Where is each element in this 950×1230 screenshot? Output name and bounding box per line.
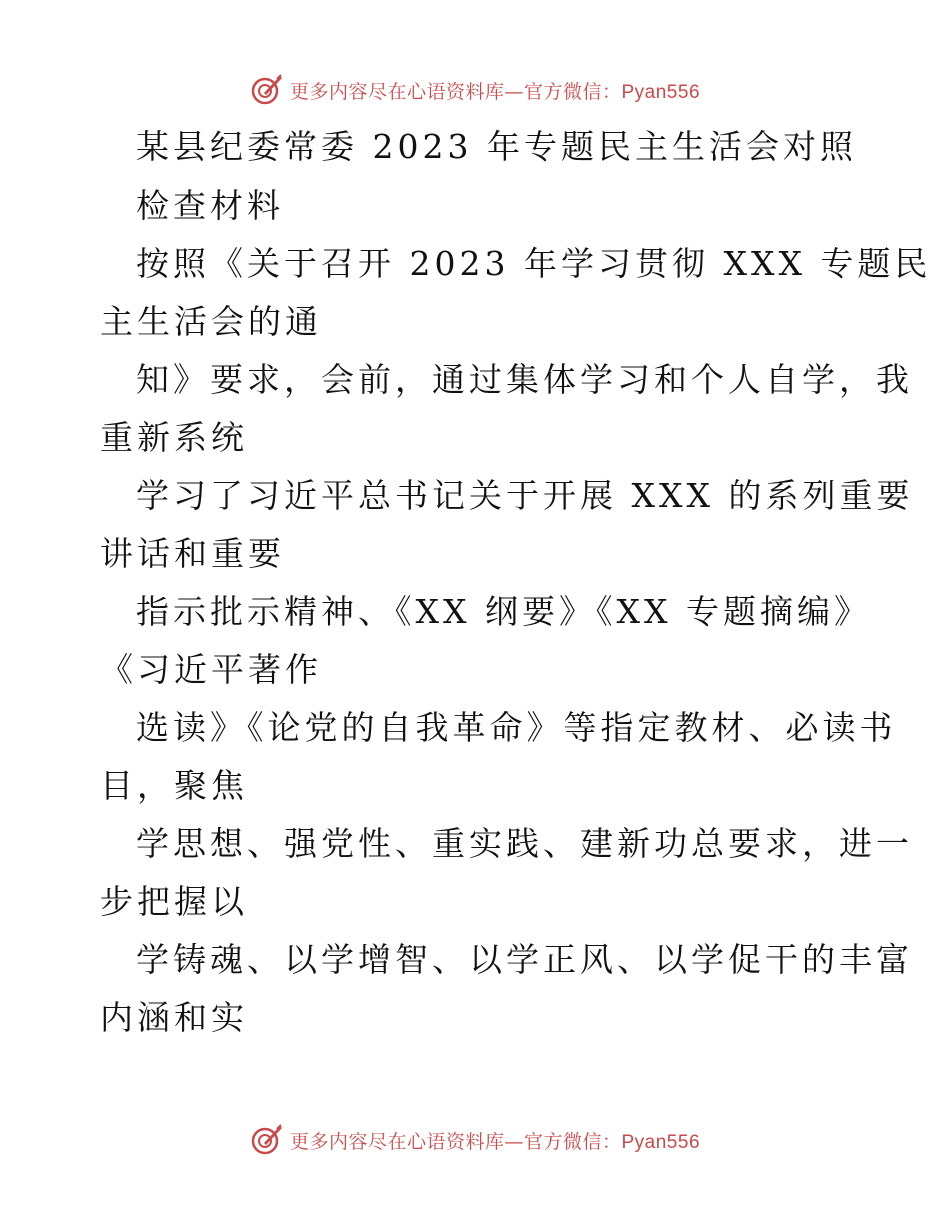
doc-line: 知》要求，会前，通过集体学习和个人自学，我	[136, 360, 913, 399]
doc-line: 重新系统	[100, 418, 248, 457]
doc-line: 主生活会的通	[100, 302, 322, 341]
doc-line: 学习了习近平总书记关于开展 XXX 的系列重要	[136, 476, 914, 515]
doc-line: 学思想、强党性、重实践、建新功总要求，进一	[136, 824, 913, 863]
watermark-text: 更多内容尽在心语资料库—官方微信：Pyan556	[289, 80, 701, 103]
doc-line: 步把握以	[100, 882, 248, 921]
quill-logo-icon	[250, 1123, 284, 1157]
wechat-id: Pyan556	[621, 81, 701, 103]
quill-logo-icon	[250, 73, 284, 107]
header-watermark	[0, 70, 950, 110]
doc-line: 目，聚焦	[100, 766, 248, 805]
doc-line: 按照《关于召开 2023 年学习贯彻 XXX 专题民	[136, 244, 932, 283]
doc-line: 讲话和重要	[100, 534, 285, 573]
doc-line: 选读》《论党的自我革命》等指定教材、必读书	[136, 708, 897, 747]
doc-line: 《习近平著作	[100, 650, 322, 689]
doc-line: 学铸魂、以学增智、以学正风、以学促干的丰富	[136, 940, 913, 979]
watermark-text: 更多内容尽在心语资料库—官方微信：Pyan556	[289, 1130, 701, 1153]
doc-line: 某县纪委常委 2023 年专题民主生活会对照	[136, 127, 857, 166]
footer-watermark	[0, 1120, 950, 1160]
wechat-id: Pyan556	[621, 1131, 701, 1153]
doc-line: 检查材料	[136, 186, 284, 225]
doc-line: 内涵和实	[100, 998, 248, 1037]
doc-line: 指示批示精神、《XX 纲要》《XX 专题摘编》	[136, 592, 871, 631]
